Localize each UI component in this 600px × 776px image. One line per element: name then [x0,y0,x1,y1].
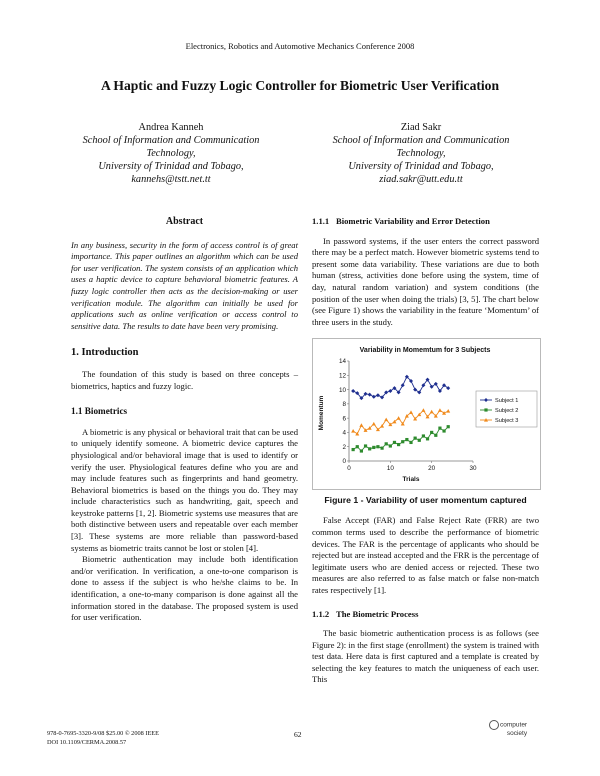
computer-society-logo [489,720,527,737]
author-name: Ziad Sakr [400,122,442,133]
data-point-subject-2 [422,435,425,438]
data-point-subject-2 [409,441,412,444]
data-point-subject-3 [397,416,401,420]
series-line-subject-3 [353,411,448,435]
section-title: Biometric Variability and Error Detection [336,216,490,226]
data-point-subject-2 [438,427,441,430]
author-email: kannehs@tstt.net.tt [131,174,211,185]
paragraph: In password systems, if the user enters the correct password there may be a perfect match. However biometric systems tend to present some data variability. These variations are due to both human (stress, activities done before using the system, time of day, natural random variation) and system conditions (the position of the user when doing the trials) [3, 5]. The chart below (see Figure 1) shows the variability in the feature ‘Momentum’ of three users in the study. [312,235,539,327]
legend-label: Subject 1 [495,398,519,405]
legend-label: Subject 2 [495,408,519,415]
data-point-subject-3 [446,409,450,413]
data-point-subject-1 [401,384,405,388]
series-line-subject-2 [353,427,448,451]
footer-isbn: 978-0-7695-3320-9/08 $25.00 © 2008 IEEE [47,730,159,737]
author-affiliation: University of Trinidad and Tobago, [348,161,494,172]
logo-text: computer [500,721,528,729]
data-point-subject-2 [376,445,379,448]
chart-y-tick-label: 8 [342,401,346,409]
abstract-text: In any business, security in the form of access control is of great importance. This paper outlines an algorithm which can be used for user verification. The system consists of an application which uses a haptic device to capture behavioral biometric features. A fuzzy logic controller then acts as the decision-making or user verification module. The algorithm can initially be used for applications such as online verification or access control to sensitive data. The results to date have been very promising. [71,239,298,331]
chart-y-tick-label: 12 [338,372,346,380]
footer-copyright [47,730,159,747]
right-column [312,210,539,686]
paragraph: The basic biometric authentication process is as follows (see Figure 2): in the first stage (enrollment) the system is trained with test data. Here data is first captured and a template is created by selecting the key features to match the uniqueness of each user. This [312,628,539,685]
data-point-subject-2 [368,448,371,451]
data-point-subject-3 [372,422,376,426]
data-point-subject-2 [364,445,367,448]
data-point-subject-3 [384,418,388,422]
data-point-subject-2 [430,431,433,434]
author-block-1 [46,121,296,186]
data-point-subject-2 [389,445,392,448]
paragraph: The foundation of this study is based on three concepts – biometrics, haptics and fuzzy logic. [71,368,298,391]
author-affiliation: Technology, [146,148,196,159]
chart-legend [476,391,537,427]
author-block-2 [296,121,546,186]
data-point-subject-3 [438,409,442,413]
logo-text: society [506,730,528,737]
footer-doi: DOI 10.1109/CERMA.2008.57 [47,738,127,746]
chart-y-tick-label: 2 [342,444,346,452]
legend-label: Subject 3 [495,418,519,425]
author-affiliation: School of Information and Communication [82,135,260,146]
section-title: The Biometric Process [336,608,419,619]
chart-x-tick-label: 20 [428,465,436,473]
data-point-subject-2 [393,441,396,444]
section-number: 1.1.2 [312,608,330,619]
data-point-subject-2 [442,430,445,433]
series-line-subject-1 [353,377,448,398]
data-point-subject-2 [405,438,408,441]
abstract-heading: Abstract [165,216,204,227]
data-point-subject-2 [434,434,437,437]
chart-title: Variability in Momemtum for 3 Subjects [359,347,491,355]
data-point-subject-2 [414,437,417,440]
chart-y-tick-label: 6 [342,415,346,423]
data-point-subject-3 [409,411,413,415]
data-point-subject-2 [385,443,388,446]
conference-header: Electronics, Robotics and Automotive Mechanics Conference 2008 [185,41,415,51]
paragraph: A biometric is any physical or behavioral trait that can be used to uniquely identify someone. A biometric device captures the physiological and/or behavioral image that is used to identify or verify the user. Physiological features define who you are and may include features such as fingerprints and hand geometry. Behavioral biometrics is based on the things you do. They may include characteristics such as handwriting, gait, speech and keystroke patterns [1, 2]. Biometric systems use measures that are both distinctive between users and repeatable over each member [3]. These systems are more reliable than password-based systems as biometric traits cannot be lost or stolen [4]. [71,426,298,553]
author-email: ziad.sakr@utt.edu.tt [379,174,463,185]
data-point-subject-2 [418,439,421,442]
page-number: 62 [294,730,302,739]
figure-1-chart [312,338,541,490]
section-number: 1.1.1 [312,216,330,226]
legend-marker [484,409,487,412]
data-point-subject-2 [397,443,400,446]
logo-icon [489,720,499,730]
section-heading-biometric-process [312,609,539,621]
section-heading-variability [312,216,539,228]
paper-title: A Haptic and Fuzzy Logic Controller for Biometric User Verification [100,78,500,93]
figure-caption: Figure 1 - Variability of user momentum captured [324,495,527,506]
data-point-subject-3 [359,424,363,428]
data-point-subject-2 [401,440,404,443]
chart-x-axis-label: Trials [402,476,420,484]
chart-x-tick-label: 10 [386,465,394,473]
data-point-subject-1 [368,393,372,397]
chart-x-tick-label: 0 [347,465,351,473]
data-point-subject-3 [430,410,434,414]
chart-y-axis-label: Momentum [318,396,325,431]
data-point-subject-1 [372,395,376,399]
chart-x-tick-label: 30 [469,465,477,473]
data-point-subject-2 [426,438,429,441]
data-point-subject-1 [351,389,355,393]
data-point-subject-2 [360,450,363,453]
author-affiliation: University of Trinidad and Tobago, [98,161,244,172]
data-point-subject-2 [356,445,359,448]
data-point-subject-3 [351,429,355,433]
data-point-subject-1 [376,394,380,398]
data-point-subject-2 [372,446,375,449]
author-name: Andrea Kanneh [138,122,204,133]
chart-y-tick-label: 0 [342,458,346,466]
chart-y-tick-label: 14 [338,358,346,366]
paragraph: Biometric authentication may include both identification and/or verification. In verification, a one-to-one comparison is done to assess if the subject is who he/she claims to be. In identification, a one-to-many comparison is done against all the information stored in the database. The proposed system is used for user verification. [71,554,298,623]
author-affiliation: Technology, [396,148,446,159]
chart-y-tick-label: 10 [338,387,346,395]
data-point-subject-2 [447,425,450,428]
momentum-line-chart [313,339,540,489]
author-affiliation: School of Information and Communication [332,135,510,146]
section-heading-biometrics: 1.1 Biometrics [71,406,128,417]
chart-y-tick-label: 4 [342,429,346,437]
section-heading-introduction: 1. Introduction [71,347,139,359]
paragraph: False Accept (FAR) and False Reject Rate (FRR) are two common terms used to describe the performance of biometric devices. The FAR is the percentage of applicants who should be rejected but are instead accepted and the FRR is the percentage of legitimate users who are denied access or rejected. These two measures are also referred to as false match or false non-match rates respectively [1]. [312,515,539,595]
left-column [71,210,298,624]
data-point-subject-2 [380,447,383,450]
data-point-subject-3 [421,409,425,413]
data-point-subject-2 [352,448,355,451]
